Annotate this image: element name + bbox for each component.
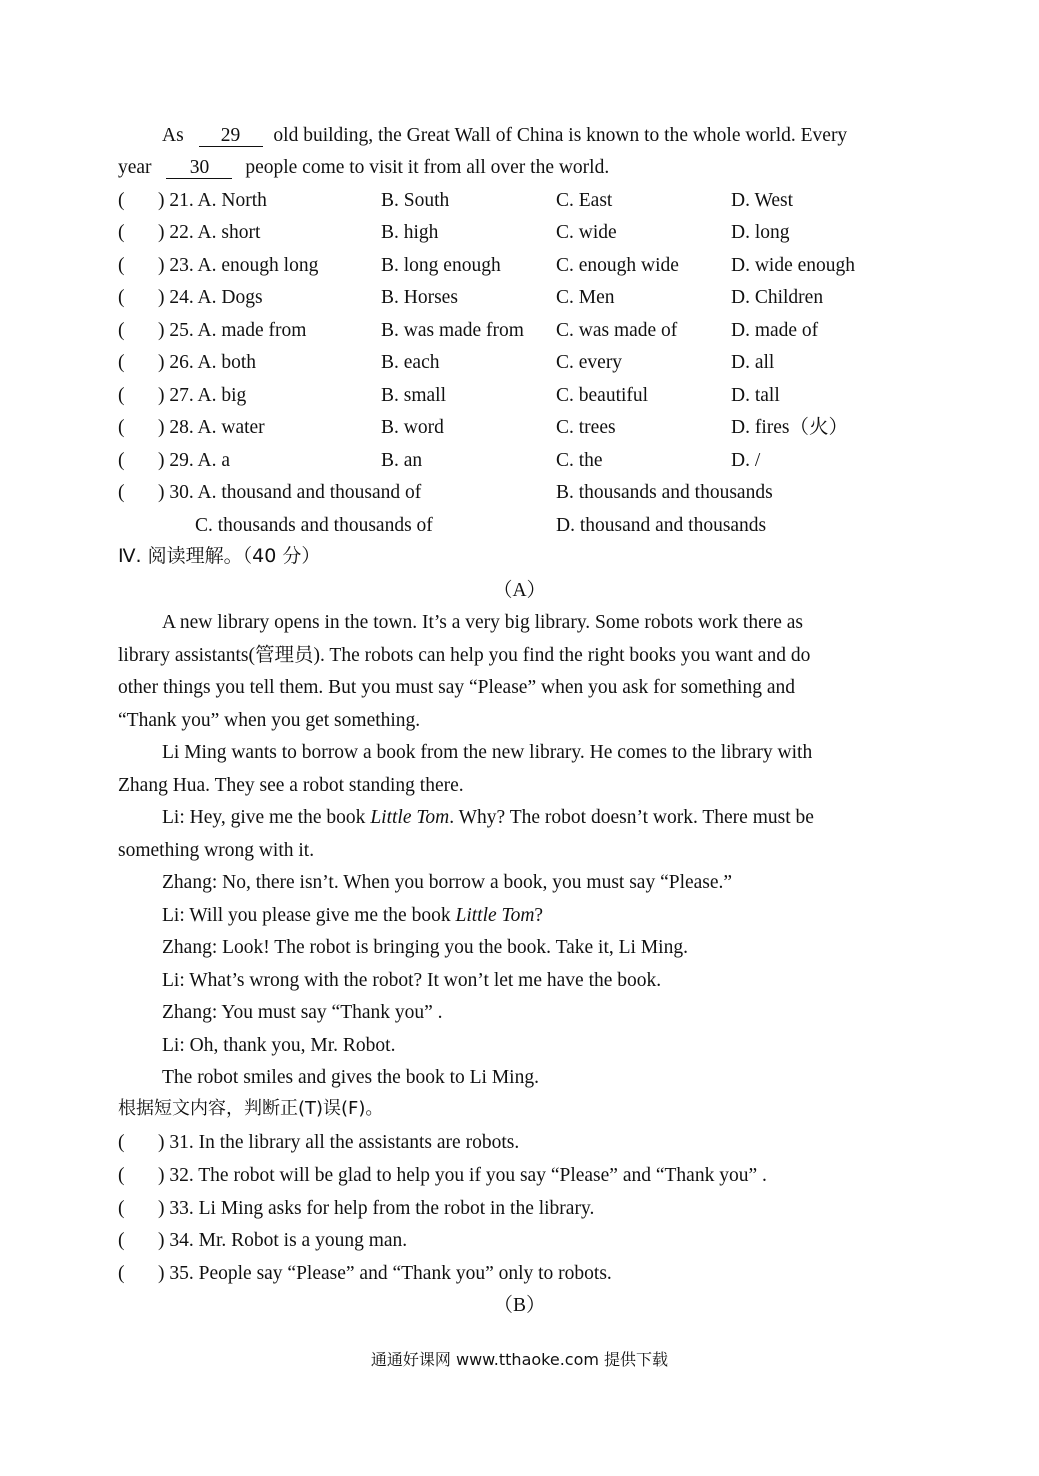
tf-statement: ) 35. People say “Please” and “Thank you” only to robots. — [158, 1263, 612, 1284]
cloze-line-2 — [118, 158, 609, 179]
cloze-text: As — [162, 125, 184, 146]
option-c: C. thousands and thousands of — [195, 515, 433, 536]
answer-paren: ( — [118, 287, 125, 308]
dialogue-text: Li: Will you please give me the book — [162, 905, 456, 926]
answer-paren: ( — [118, 482, 125, 503]
tf-statement: ) 33. Li Ming asks for help from the robot in the library. — [158, 1198, 595, 1219]
book-title: Little Tom — [455, 905, 535, 926]
option-c: C. trees — [556, 417, 616, 438]
option-c: C. was made of — [556, 320, 678, 341]
page-footer: 通通好课网 www.tthaoke.com 提供下载 — [370, 1350, 669, 1369]
passage-text: library assistants(管理员). The robots can help you find the right books you want and do — [118, 645, 811, 666]
option-a: ) 22. A. short — [158, 222, 261, 243]
answer-paren: ( — [118, 1165, 125, 1186]
passage-text: A new library opens in the town. It’s a very big library. Some robots work there as — [162, 612, 804, 633]
answer-paren: ( — [118, 222, 125, 243]
passage-text: something wrong with it. — [118, 840, 315, 861]
option-b: B. high — [381, 222, 439, 243]
answer-paren: ( — [118, 385, 125, 406]
book-title: Little Tom — [370, 807, 450, 828]
option-c: C. East — [556, 190, 613, 211]
cloze-text: old building, the Great Wall of China is known to the whole world. Every — [273, 125, 848, 146]
passage-a-label: （A） — [492, 580, 547, 601]
option-b: B. thousands and thousands — [556, 482, 773, 503]
dialogue-line: Zhang: Look! The robot is bringing you the book. Take it, Li Ming. — [162, 937, 688, 958]
blank-30: 30 — [166, 158, 232, 179]
option-c: C. enough wide — [556, 255, 679, 276]
passage-text: Li Ming wants to borrow a book from the new library. He comes to the library with — [162, 742, 813, 763]
option-b: B. was made from — [381, 320, 524, 341]
option-b: B. an — [381, 450, 423, 471]
answer-paren: ( — [118, 1230, 125, 1251]
option-a: ) 21. A. North — [158, 190, 267, 211]
dialogue-line: Zhang: No, there isn’t. When you borrow a book, you must say “Please.” — [162, 872, 733, 893]
option-a: ) 23. A. enough long — [158, 255, 319, 276]
cloze-text: people come to visit it from all over the world. — [245, 157, 610, 178]
option-a: ) 24. A. Dogs — [158, 287, 263, 308]
option-d: D. made of — [731, 320, 819, 341]
option-a: ) 30. A. thousand and thousand of — [158, 482, 422, 503]
tf-statement: ) 34. Mr. Robot is a young man. — [158, 1230, 408, 1251]
option-d: D. long — [731, 222, 790, 243]
answer-paren: ( — [118, 190, 125, 211]
option-c: C. the — [556, 450, 603, 471]
answer-paren: ( — [118, 352, 125, 373]
tf-statement: ) 31. In the library all the assistants are robots. — [158, 1132, 520, 1153]
option-a: ) 27. A. big — [158, 385, 247, 406]
answer-paren: ( — [118, 320, 125, 341]
passage-text: Zhang Hua. They see a robot standing there. — [118, 775, 464, 796]
option-c: C. beautiful — [556, 385, 649, 406]
option-b: B. small — [381, 385, 447, 406]
dialogue-text: Li: Hey, give me the book — [162, 807, 371, 828]
dialogue-line — [162, 906, 543, 926]
option-b: B. long enough — [381, 255, 501, 276]
passage-b-label: （B） — [493, 1295, 546, 1316]
option-a: ) 29. A. a — [158, 450, 231, 471]
option-b: B. each — [381, 352, 440, 373]
passage-text: The robot smiles and gives the book to Li Ming. — [162, 1067, 539, 1088]
dialogue-line: Zhang: You must say “Thank you” . — [162, 1002, 443, 1023]
option-d: D. tall — [731, 385, 780, 406]
tf-statement: ) 32. The robot will be glad to help you if you say “Please” and “Thank you” . — [158, 1165, 767, 1186]
dialogue-line — [162, 808, 814, 828]
dialogue-text: . Why? The robot doesn’t work. There must be — [449, 807, 814, 828]
option-d: D. thousand and thousands — [556, 515, 767, 536]
tf-instruction: 根据短文内容，判断正(T)误(F)。 — [118, 1098, 384, 1119]
option-d: D. Children — [731, 287, 824, 308]
cloze-line-1 — [162, 126, 847, 147]
option-a: ) 26. A. both — [158, 352, 257, 373]
option-d: D. wide enough — [731, 255, 856, 276]
option-b: B. South — [381, 190, 450, 211]
option-b: B. word — [381, 417, 444, 438]
section-title: Ⅳ. 阅读理解。（40 分） — [118, 545, 321, 567]
option-d: D. fires（火） — [731, 417, 848, 438]
passage-text: other things you tell them. But you must say “Please” when you ask for something and — [118, 677, 795, 698]
dialogue-text: ? — [534, 905, 544, 926]
passage-text: “Thank you” when you get something. — [118, 710, 421, 731]
option-c: C. every — [556, 352, 623, 373]
dialogue-line: Li: Oh, thank you, Mr. Robot. — [162, 1035, 396, 1056]
answer-paren: ( — [118, 1132, 125, 1153]
option-a: ) 28. A. water — [158, 417, 265, 438]
option-d: D. / — [731, 450, 761, 471]
cloze-text: year — [118, 157, 152, 178]
option-a: ) 25. A. made from — [158, 320, 307, 341]
answer-paren: ( — [118, 417, 125, 438]
option-c: C. Men — [556, 287, 615, 308]
answer-paren: ( — [118, 1198, 125, 1219]
answer-paren: ( — [118, 255, 125, 276]
option-b: B. Horses — [381, 287, 458, 308]
dialogue-line: Li: What’s wrong with the robot? It won’t let me have the book. — [162, 970, 662, 991]
option-d: D. all — [731, 352, 775, 373]
answer-paren: ( — [118, 1263, 125, 1284]
option-c: C. wide — [556, 222, 617, 243]
answer-paren: ( — [118, 450, 125, 471]
blank-29: 29 — [199, 126, 263, 147]
option-d: D. West — [731, 190, 793, 211]
